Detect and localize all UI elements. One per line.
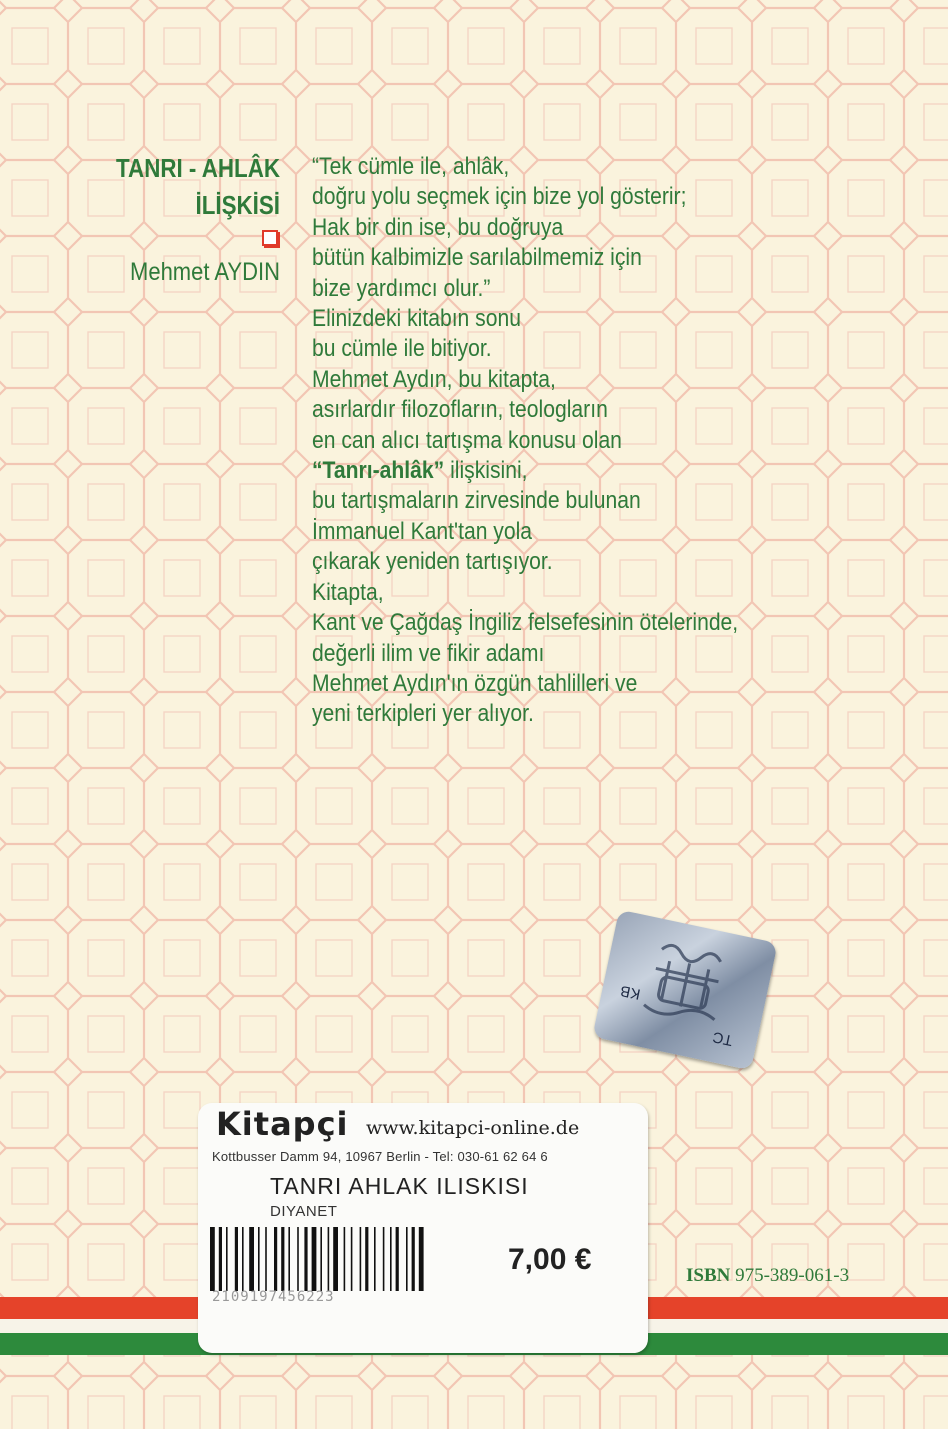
bold-phrase: “Tanrı-ahlâk” — [312, 457, 445, 485]
barcode-bar — [274, 1227, 277, 1291]
barcode-bar — [390, 1227, 392, 1291]
store-brand: Kitapçi — [216, 1105, 349, 1143]
blurb-line: değerli ilim ve fikir adamı — [312, 639, 545, 667]
book-title-line2: İLİŞKİSİ — [195, 190, 280, 220]
blurb-line: doğru yolu seçmek için bize yol gösterir; — [312, 183, 687, 211]
barcode-bar — [383, 1227, 385, 1291]
price-sticker — [198, 1103, 648, 1353]
barcode-bar — [333, 1227, 338, 1291]
barcode-bar — [328, 1227, 330, 1291]
isbn-number: 975-389-061-3 — [735, 1265, 850, 1286]
barcode-bar — [219, 1227, 222, 1291]
barcode-bar — [351, 1227, 353, 1291]
blurb-line: Mehmet Aydın, bu kitapta, — [312, 365, 556, 393]
barcode-bar — [312, 1227, 317, 1291]
blurb-line: asırlardır filozofların, teologların — [312, 396, 608, 424]
book-title-line1: TANRI - AHLÂK — [116, 153, 280, 183]
barcode-bar — [210, 1227, 215, 1291]
isbn-label: ISBN — [686, 1265, 731, 1286]
blurb-line: İmmanuel Kant'tan yola — [312, 517, 533, 545]
square-bullet-icon — [262, 230, 278, 246]
blurb-line-bold — [312, 456, 805, 486]
barcode-bar — [242, 1227, 244, 1291]
blurb-line: bize yardımcı olur.” — [312, 274, 491, 302]
blurb-line: “Tek cümle ile, ahlâk, — [312, 153, 510, 180]
barcode-bar — [320, 1227, 322, 1291]
barcode-bar — [365, 1227, 368, 1291]
author-name: Mehmet AYDIN — [130, 258, 280, 286]
blurb-line: bu tartışmaların zirvesinde bulunan — [312, 487, 641, 515]
store-url: www.kitapci-online.de — [366, 1117, 580, 1139]
sticker-book-title: TANRI AHLAK ILISKISI — [270, 1173, 529, 1199]
barcode-bar — [265, 1227, 267, 1291]
blurb-line: Elinizdeki kitabın sonu — [312, 305, 521, 333]
barcode-bar — [406, 1227, 408, 1291]
price-label: 7,00 € — [508, 1243, 592, 1276]
barcode-bar — [235, 1227, 238, 1291]
bold-line-rest: ilişkisini, — [444, 457, 528, 485]
blurb-line: Mehmet Aydın'ın özgün tahlilleri ve — [312, 669, 638, 697]
back-cover-blurb — [312, 152, 805, 730]
barcode-bar — [374, 1227, 376, 1291]
book-title-block — [60, 150, 280, 289]
blurb-line: Kitapta, — [312, 578, 384, 606]
blurb-line: en can alıcı tartışma konusu olan — [312, 426, 622, 454]
blurb-line: yeni terkipleri yer alıyor. — [312, 700, 534, 728]
barcode-bar — [396, 1227, 399, 1291]
barcode-bar — [258, 1227, 260, 1291]
barcode-bar — [344, 1227, 346, 1291]
barcode-bar — [249, 1227, 254, 1291]
blurb-line: bütün kalbimizle sarılabilmemiz için — [312, 244, 642, 272]
barcode-bar — [304, 1227, 307, 1291]
barcode — [210, 1227, 458, 1291]
store-address: Kottbusser Damm 94, 10967 Berlin - Tel: 030-61 62 64 6 — [212, 1149, 548, 1164]
barcode-bar — [419, 1227, 424, 1291]
hologram-text-kb: KB — [618, 981, 642, 1003]
barcode-bar — [412, 1227, 415, 1291]
barcode-bar — [360, 1227, 362, 1291]
blurb-line: bu cümle ile bitiyor. — [312, 335, 492, 363]
barcode-bar — [226, 1227, 228, 1291]
barcode-bar — [297, 1227, 299, 1291]
sticker-publisher: DIYANET — [270, 1203, 338, 1220]
isbn-text — [686, 1265, 849, 1287]
barcode-bar — [281, 1227, 284, 1291]
barcode-digits: 2109197456223 — [212, 1289, 335, 1305]
blurb-line: çıkarak yeniden tartışıyor. — [312, 548, 553, 576]
barcode-bar — [288, 1227, 290, 1291]
blurb-line: Hak bir din ise, bu doğruya — [312, 213, 564, 241]
blurb-line: Kant ve Çağdaş İngiliz felsefesinin ötelerinde, — [312, 609, 739, 637]
hologram-text-tc: TC — [711, 1028, 735, 1049]
